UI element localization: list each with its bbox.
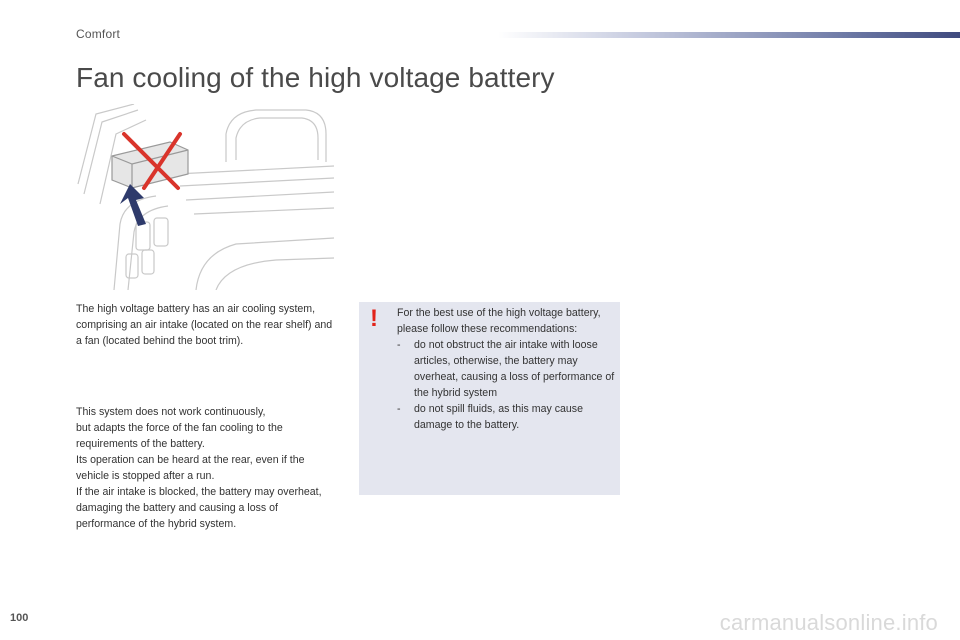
list-item-text: do not spill fluids, as this may cause damage to the battery. [414, 403, 583, 431]
header-gradient-bar [498, 32, 960, 38]
operation-line: This system does not work continuously, [76, 406, 266, 418]
list-item: - do not spill fluids, as this may cause damage to the battery. [397, 403, 583, 431]
warning-text [397, 305, 617, 433]
operation-line: If the air intake is blocked, the battery may overheat, damaging the battery and causing a loss of performance of the hybrid system. [76, 486, 322, 530]
operation-line: Its operation can be heard at the rear, even if the vehicle is stopped after a run. [76, 454, 305, 482]
arrow-up-icon [120, 184, 146, 226]
section-label: Comfort [76, 27, 121, 41]
watermark: carmanualsonline.info [719, 610, 938, 635]
intro-paragraph: The high voltage battery has an air cooling system, comprising an air intake (located on the rear shelf) and a fan (located behind the boot trim). [76, 303, 333, 347]
page-number: 100 [10, 612, 29, 624]
exclamation-icon: ! [370, 305, 378, 332]
operation-paragraph [76, 404, 334, 532]
list-item-text: do not obstruct the air intake with loose articles, otherwise, the battery may overheat, causing a loss of performance of the hybrid system [414, 339, 615, 399]
operation-line: but adapts the force of the fan cooling to the requirements of the battery. [76, 422, 283, 450]
list-item: - do not obstruct the air intake with loose articles, otherwise, the battery may overheat, causing a loss of performance of the hybrid system [397, 339, 615, 399]
boot-air-intake-illustration [76, 104, 336, 290]
warning-list [397, 337, 617, 433]
warning-box [359, 302, 620, 495]
warning-intro: For the best use of the high voltage battery, please follow these recommendations: [397, 307, 601, 335]
page-title: Fan cooling of the high voltage battery [76, 62, 555, 93]
